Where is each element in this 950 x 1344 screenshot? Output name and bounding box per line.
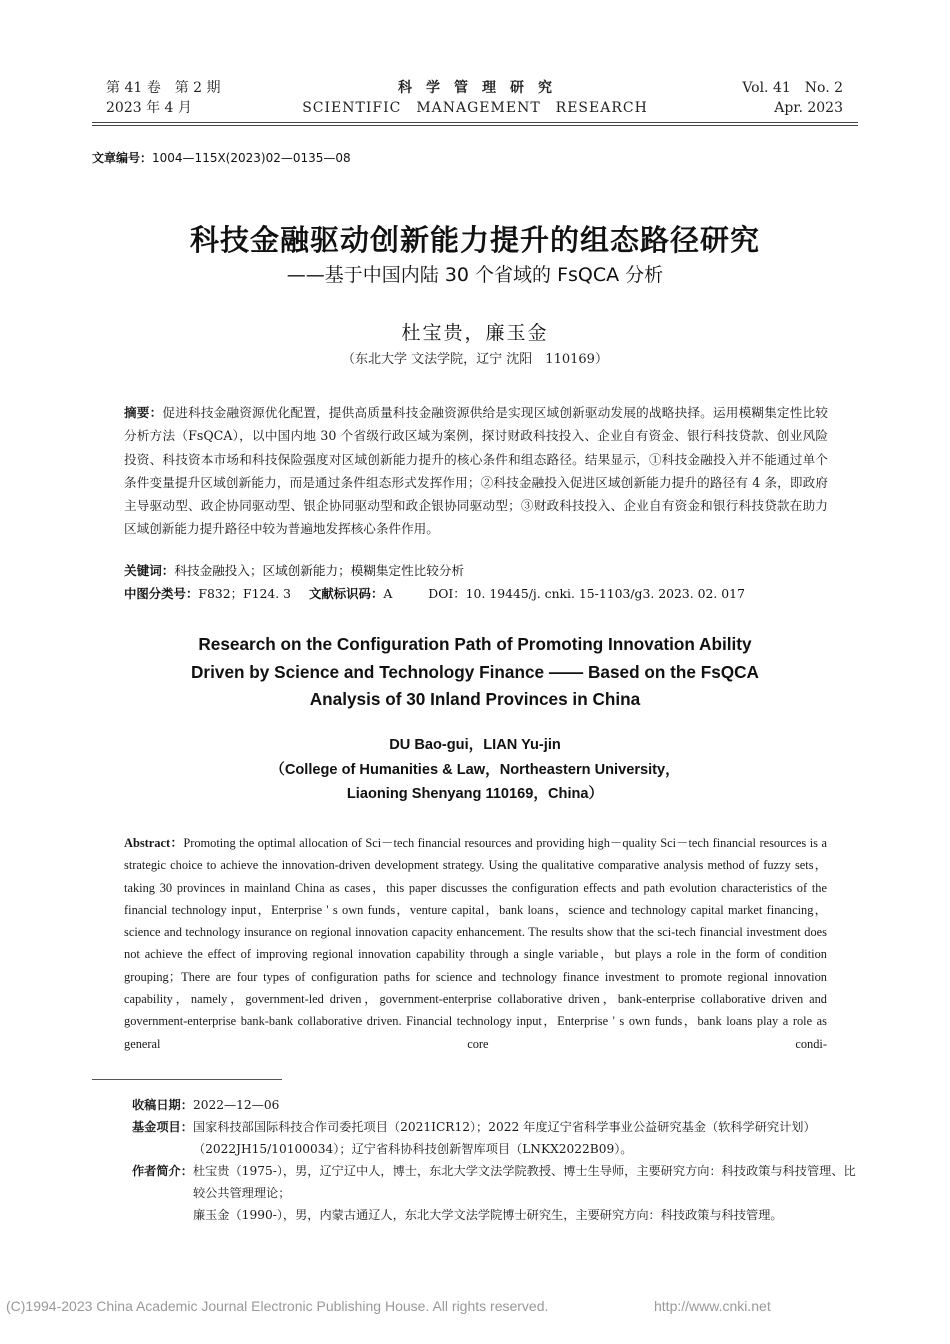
running-header-journal (300, 78, 650, 118)
doi: DOI：10. 19445/j. cnki. 15-1103/g3. 2023. 02. 017 (428, 586, 745, 601)
english-authors: DU Bao-gui，LIAN Yu-jin (389, 737, 561, 753)
author-affiliation: （东北大学 文法学院，辽宁 沈阳 110169） (342, 352, 608, 367)
header-vol-no: Vol. 41 No. 2 (742, 80, 843, 96)
journal-name-cn: 科学管理研究 (398, 80, 566, 96)
header-rule-top (92, 122, 858, 123)
fund-text: 国家科技部国际科技合作司委托项目（2021ICR12）；2022 年度辽宁省科学事业公益研究基金（软科学研究计划）（2022JH15/10100034）；辽宁省科协科技创新智库项目（LNKX2022B09）。 (192, 1120, 816, 1156)
bio-author-1: 杜宝贵（1975-），男，辽宁辽中人，博士，东北大学文法学院教授、博士生导师，主要研究方向：科技政策与科技管理、比较公共管理理论； (192, 1164, 856, 1200)
received-label: 收稿日期： (132, 1098, 193, 1112)
abstract-cn-text: 促进科技金融资源优化配置，提供高质量科技金融资源供给是实现区域创新驱动发展的战略抉择。运用模糊集定性比较分析方法（FsQCA），以中国内地 30 个省级行政区域为案例，探讨财政科技投入、企业自有资金、银行科技贷款、创业风险投资、科技资本市场和科技保险强度对区域创新能力提升的核心条件和组态路径。结果显示，①科技金融投入并不能通过单个条件变量提升区域创新能力，而是通过条件组态形式发挥作用；②科技金融投入促进区域创新能力提升的路径有 4 条，即政府主导驱动型、政企协同驱动型、银企协同驱动型和政企银协同驱动型；③财政科技投入、企业自有资金和银行科技贷款在助力区域创新能力提升路径中较为普遍地发挥核心条件作用。 (124, 405, 829, 537)
doc-code-label: 文献标识码： (309, 586, 384, 601)
abstract-en-label: Abstract： (124, 836, 184, 850)
footnote-received (132, 1094, 860, 1116)
article-number-label: 文章编号： (92, 151, 153, 165)
paper-title: 科技金融驱动创新能力提升的组态路径研究 (189, 223, 760, 257)
journal-name-en: SCIENTIFIC MANAGEMENT RESEARCH (302, 100, 648, 116)
article-number-value: 1004—115X(2023)02—0135—08 (152, 151, 351, 165)
abstract-cn-label: 摘要： (124, 405, 163, 420)
header-rule-bottom (92, 125, 858, 126)
keywords (124, 560, 464, 579)
header-date: 2023 年 4 月 (106, 100, 192, 116)
footnote-bio (132, 1160, 860, 1226)
author-names: 杜宝贵，廉玉金 (401, 322, 549, 344)
paper-subtitle: ——基于中国内陆 30 个省域的 FsQCA 分析 (286, 264, 664, 286)
received-date: 2022—12—06 (192, 1098, 280, 1112)
english-title (60, 631, 890, 714)
footnotes (132, 1094, 860, 1226)
clc-label: 中图分类号： (124, 586, 199, 601)
clc-value: F832；F124. 3 (198, 586, 291, 601)
abstract-cn (124, 401, 828, 541)
copyright-text: (C)1994-2023 China Academic Journal Electronic Publishing House. All rights reserved. (6, 1298, 549, 1314)
header-month-year: Apr. 2023 (774, 100, 843, 116)
bio-label: 作者简介： (132, 1164, 193, 1178)
keywords-text: 科技金融投入；区域创新能力；模糊集定性比较分析 (174, 563, 465, 578)
cnki-url-link[interactable]: http://www.cnki.net (654, 1298, 771, 1314)
english-title-line: Analysis of 30 Inland Provinces in China (309, 689, 641, 710)
footnote-fund (132, 1116, 860, 1160)
keywords-label: 关键词： (124, 563, 175, 578)
classification-line (124, 584, 745, 602)
english-title-line: Driven by Science and Technology Finance —— Based on the FsQCA (191, 661, 759, 682)
article-number (92, 149, 351, 166)
running-header-volume (742, 78, 843, 118)
doc-code-value: A (383, 586, 393, 601)
footnote-rule (92, 1079, 282, 1080)
bio-text (193, 1160, 860, 1226)
english-affiliation-line: （College of Humanities & Law，Northeastern University， (270, 762, 680, 778)
running-header-issue (106, 78, 221, 118)
abstract-en-text: Promoting the optimal allocation of Sci－tech financial resources and providing high－quality Sci－tech financial resources is a strategic choice to achieve the innovation-driven development strategy. Using the qualitative comparative analysis method of fuzzy sets，taking 30 provinces in mainland China as cases，this paper discusses the configuration effects and path evolution characteristics of the financial technology input，Enterprise ' s own funds，venture capital，bank loans，science and technology capital market financing，science and technology insurance on regional innovation capacity enhancement. The results show that the sci-tech financial investment does not achieve the effect of improving regional innovation capability through a single variable，but plays a role in the form of condition grouping；There are four types of configuration paths for science and technology finance investment to promote regional innovation capability，namely，government-led driven，government-enterprise collaborative driven，bank-enterprise collaborative driven and government-enterprise bank-bank collaborative driven. Financial technology input，Enterprise ' s own funds，bank loans play a role as general core condi- (124, 836, 827, 1051)
english-affiliation-line: Liaoning Shenyang 110169，China） (346, 785, 604, 802)
header-volume-issue: 第 41 卷 第 2 期 (106, 80, 221, 96)
english-title-line: Research on the Configuration Path of Promoting Innovation Ability (198, 634, 752, 654)
bio-author-2: 廉玉金（1990-），男，内蒙古通辽人，东北大学文法学院博士研究生，主要研究方向：科技政策与科技管理。 (192, 1208, 783, 1222)
english-affiliation (60, 759, 890, 806)
fund-label: 基金项目： (132, 1120, 193, 1134)
abstract-en (124, 832, 827, 1055)
